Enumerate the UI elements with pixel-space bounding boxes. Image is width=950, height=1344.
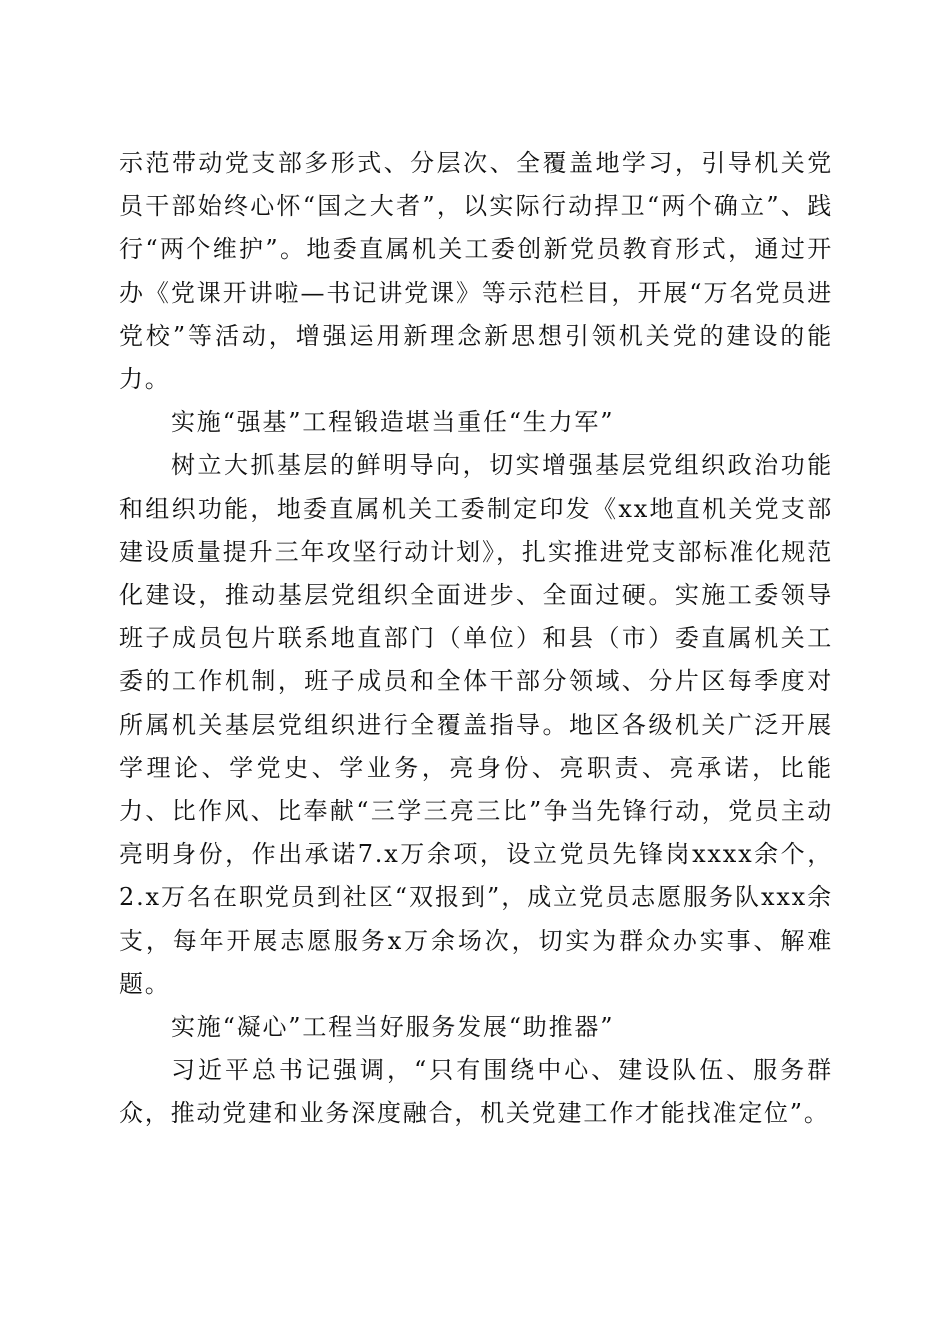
section-heading-ningxin: 实施“凝心”工程当好服务发展“助推器” — [171, 1013, 615, 1042]
section-heading-qiangji: 实施“强基”工程锻造堪当重任“生力军” — [171, 408, 615, 437]
document-body — [119, 142, 833, 1136]
paragraph-qiangji-body: 树立大抓基层的鲜明导向，切实增强基层党组织政治功能和组织功能，地委直属机关工委制定印发《xx地直机关党支部建设质量提升三年攻坚行动计划》，扎实推进党支部标准化规范化建设，推动基层党组织全面进步、全面过硬。实施工委领导班子成员包片联系地直部门（单位）和县（市）委直属机关工委的工作机制，班子成员和全体干部分领域、分片区每季度对所属机关基层党组织进行全覆盖指导。地区各级机关广泛开展学理论、学党史、学业务，亮身份、亮职责、亮承诺，比能力、比作风、比奉献“三学三亮三比”争当先锋行动，党员主动亮明身份，作出承诺7.x万余项，设立党员先锋岗xxxx余个，2.x万名在职党员到社区“双报到”，成立党员志愿服务队xxx余支，每年开展志愿服务x万余场次，切实为群众办实事、解难题。 — [119, 451, 833, 998]
paragraph-continuation: 示范带动党支部多形式、分层次、全覆盖地学习，引导机关党员干部始终心怀“国之大者”，以实际行动捍卫“两个确立”、践行“两个维护”。地委直属机关工委创新党员教育形式，通过开办《党课开讲啦—书记讲党课》等示范栏目，开展“万名党员进党校”等活动，增强运用新理念新思想引领机关党的建设的能力。 — [119, 149, 833, 394]
paragraph-ningxin-body: 习近平总书记强调，“只有围绕中心、建设队伍、服务群众，推动党建和业务深度融合，机关党建工作才能找准定位”。 — [119, 1056, 833, 1128]
